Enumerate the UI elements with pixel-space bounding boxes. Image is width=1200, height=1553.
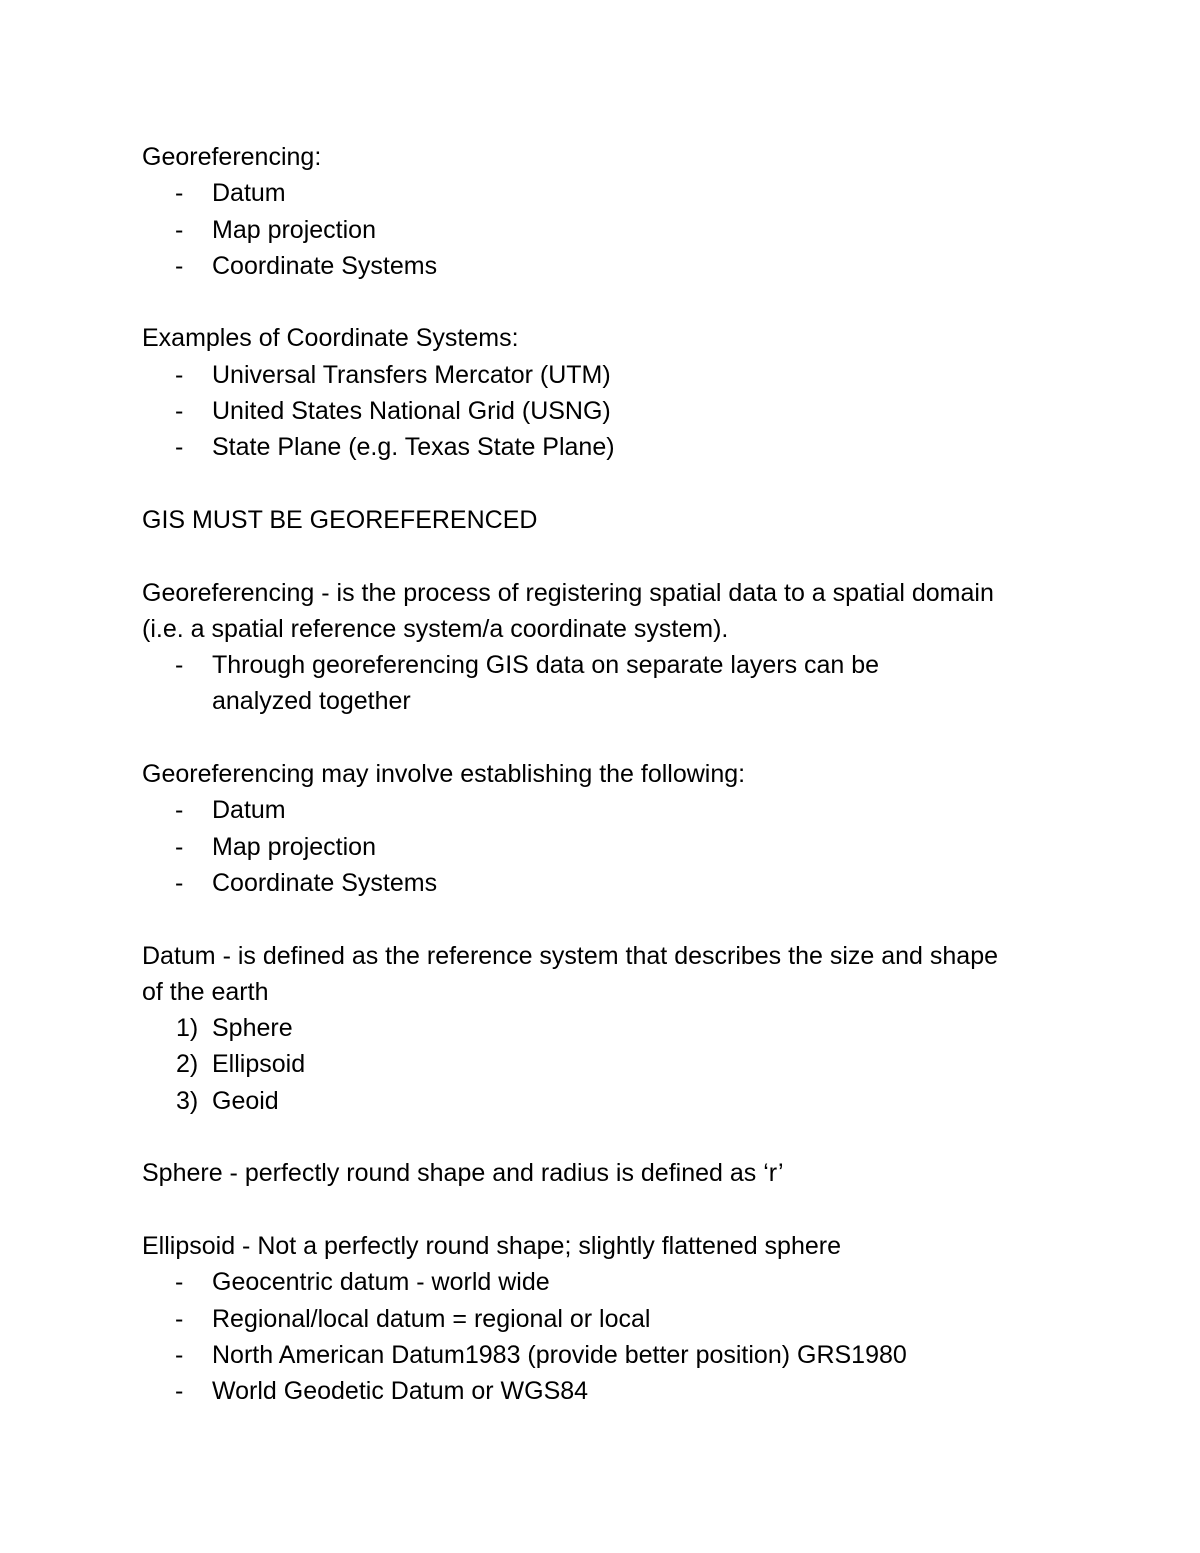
list-item-text: Map projection (212, 832, 376, 861)
paragraph-sphere: Sphere - perfectly round shape and radius is defined as ‘r’ (142, 1159, 784, 1188)
list-item-text: Datum (212, 179, 286, 208)
list-item-text: Map projection (212, 215, 376, 244)
list-item (142, 175, 1042, 211)
bullet-marker: - (175, 179, 184, 208)
list-item (142, 865, 1042, 901)
paragraph-datum-definition: Datum - is defined as the reference system that describes the size and shape of the earth (142, 941, 1005, 1006)
list-item (142, 647, 1042, 720)
section-heading-georeferencing: Georeferencing: (142, 143, 322, 171)
list-item-text: Universal Transfers Mercator (UTM) (212, 360, 611, 389)
list-item-text: Coordinate Systems (212, 868, 438, 897)
numbered-item-text: Ellipsoid (212, 1050, 306, 1079)
bullet-marker: - (175, 1268, 184, 1297)
list-item (142, 429, 1042, 465)
paragraph-spacer (142, 284, 1042, 320)
list-item-text: Through georeferencing GIS data on separate layers can be analyzed together (212, 651, 880, 716)
list-item (142, 1301, 1042, 1337)
paragraph-ellipsoid: Ellipsoid - Not a perfectly round shape; slightly flattened sphere (142, 1231, 841, 1260)
list-item (142, 248, 1042, 284)
bullet-marker: - (175, 215, 184, 244)
bullet-marker: - (175, 651, 184, 680)
number-marker: 2) (176, 1050, 199, 1079)
list-item-text: Regional/local datum = regional or local (212, 1304, 651, 1333)
list-item (142, 1337, 1042, 1373)
bullet-marker: - (175, 1377, 184, 1406)
bullet-marker: - (175, 832, 184, 861)
list-item-text: State Plane (e.g. Texas State Plane) (212, 433, 615, 462)
bullet-marker: - (175, 433, 184, 462)
section-heading-gis-must: GIS MUST BE GEOREFERENCED (142, 505, 538, 534)
document-page (142, 139, 1042, 1409)
bullet-marker: - (175, 796, 184, 825)
numbered-item (142, 1046, 1042, 1082)
list-item (142, 1373, 1042, 1409)
list-item-text: Datum (212, 796, 286, 825)
section-heading-coordinate-examples: Examples of Coordinate Systems: (142, 324, 519, 353)
list-item (142, 829, 1042, 865)
section-heading-georeferencing-involves: Georeferencing may involve establishing the following: (142, 760, 746, 789)
bullet-marker: - (175, 1304, 184, 1333)
paragraph-spacer (142, 1119, 1042, 1155)
numbered-item-text: Geoid (212, 1086, 279, 1115)
bullet-marker: - (175, 397, 184, 426)
list-item-text: World Geodetic Datum or WGS84 (212, 1377, 589, 1406)
list-item-text: North American Datum1983 (provide better position) GRS1980 (212, 1340, 907, 1369)
bullet-marker: - (175, 251, 184, 280)
paragraph-spacer (142, 538, 1042, 574)
numbered-item (142, 1010, 1042, 1046)
list-item (142, 393, 1042, 429)
paragraph-spacer (142, 720, 1042, 756)
bullet-marker: - (175, 1340, 184, 1369)
list-item-text: Coordinate Systems (212, 251, 438, 280)
paragraph-spacer (142, 901, 1042, 937)
list-item-text: Geocentric datum - world wide (212, 1268, 550, 1297)
list-item (142, 792, 1042, 828)
numbered-item (142, 1083, 1042, 1119)
bullet-marker: - (175, 868, 184, 897)
number-marker: 3) (176, 1086, 199, 1115)
list-item-text: United States National Grid (USNG) (212, 397, 611, 426)
paragraph-georeferencing-definition: Georeferencing - is the process of registering spatial data to a spatial domain (i.e. a spatial reference system/a coordinate system). (142, 578, 1001, 643)
list-item (142, 1264, 1042, 1300)
list-item (142, 212, 1042, 248)
numbered-item-text: Sphere (212, 1014, 293, 1043)
number-marker: 1) (176, 1014, 199, 1043)
bullet-marker: - (175, 360, 184, 389)
list-item (142, 357, 1042, 393)
paragraph-spacer (142, 1192, 1042, 1228)
paragraph-spacer (142, 466, 1042, 502)
